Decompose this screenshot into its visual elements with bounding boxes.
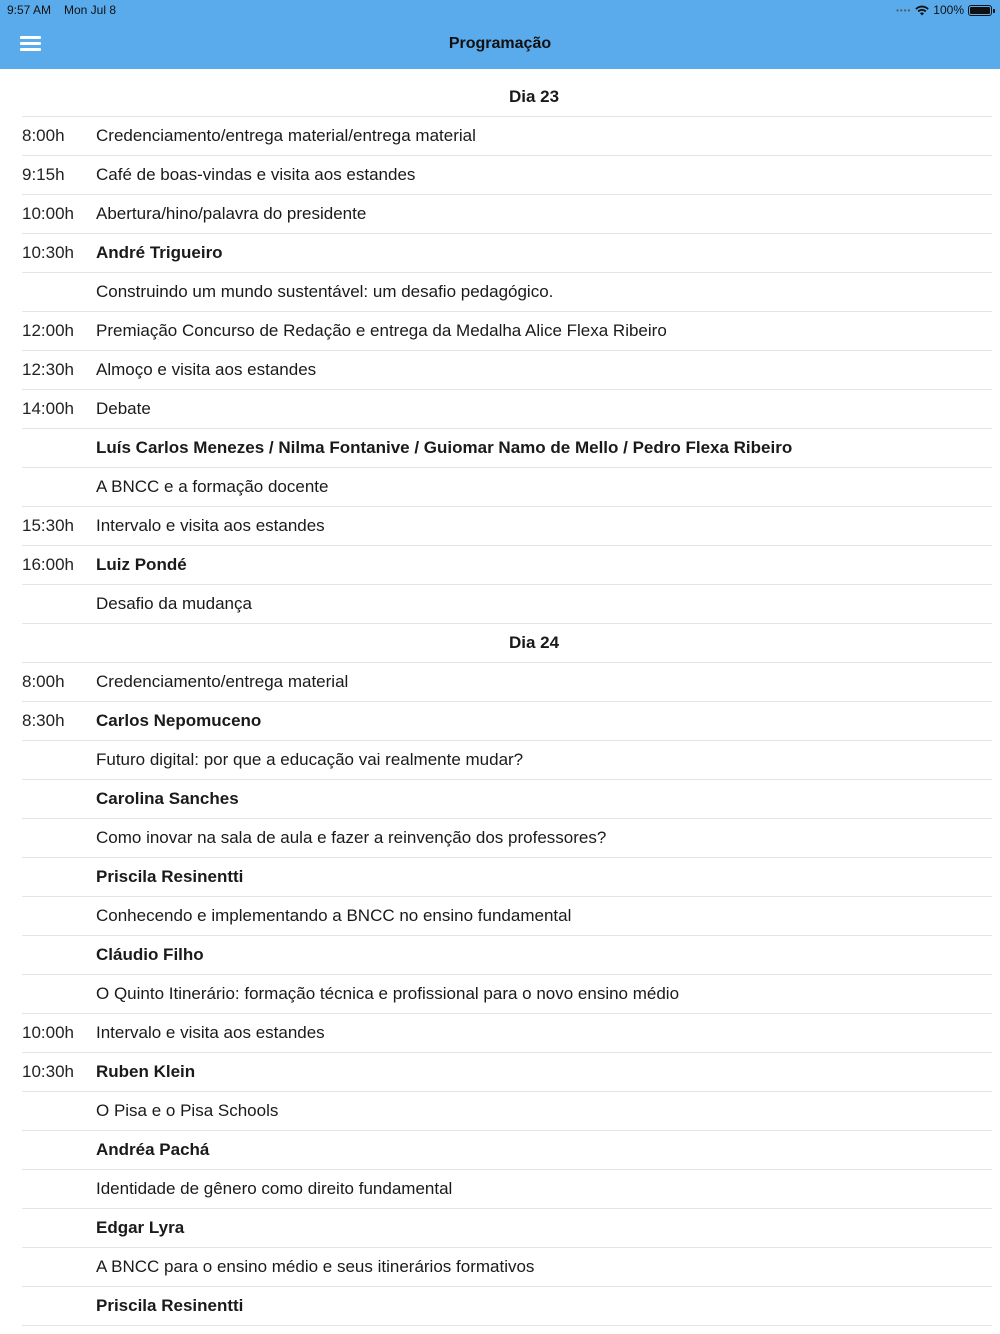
day-header <box>22 624 992 663</box>
schedule-text: Conhecendo e implementando a BNCC no ensino fundamental <box>96 906 572 925</box>
schedule-row[interactable] <box>22 897 992 936</box>
signal-icon: •••• <box>896 5 912 15</box>
schedule-row[interactable] <box>22 117 992 156</box>
schedule-row[interactable] <box>22 1248 992 1287</box>
schedule-time: 10:00h <box>22 204 74 223</box>
schedule-time: 9:15h <box>22 165 65 184</box>
schedule-text: Futuro digital: por que a educação vai realmente mudar? <box>96 750 524 769</box>
schedule-row[interactable] <box>22 1131 992 1170</box>
speaker-name: Carlos Nepomuceno <box>96 711 262 730</box>
speaker-name: Luís Carlos Menezes / Nilma Fontanive / Guiomar Namo de Mello / Pedro Flexa Ribeiro <box>96 438 793 457</box>
status-bar <box>0 0 1000 20</box>
schedule-text: O Quinto Itinerário: formação técnica e profissional para o novo ensino médio <box>96 984 680 1003</box>
schedule-time: 10:00h <box>22 1023 74 1042</box>
status-indicators <box>896 3 992 17</box>
speaker-name: Luiz Pondé <box>96 555 187 574</box>
battery-percent: 100% <box>933 3 964 17</box>
schedule-text: Almoço e visita aos estandes <box>96 360 317 379</box>
schedule-time: 16:00h <box>22 555 74 574</box>
speaker-name: André Trigueiro <box>96 243 223 262</box>
schedule-text: Credenciamento/entrega material/entrega material <box>96 126 476 145</box>
schedule-row[interactable] <box>22 1053 992 1092</box>
speaker-name: Priscila Resinentti <box>96 1296 244 1315</box>
schedule-row[interactable] <box>22 780 992 819</box>
schedule-text: Premiação Concurso de Redação e entrega da Medalha Alice Flexa Ribeiro <box>96 321 667 340</box>
schedule-time: 12:30h <box>22 360 74 379</box>
page-title: Programação <box>448 35 552 52</box>
wifi-icon <box>915 5 929 16</box>
schedule-row[interactable] <box>22 702 992 741</box>
schedule-row[interactable] <box>22 312 992 351</box>
speaker-name: Carolina Sanches <box>96 789 239 808</box>
schedule-row[interactable] <box>22 663 992 702</box>
schedule-row[interactable] <box>22 195 992 234</box>
schedule-row[interactable] <box>22 936 992 975</box>
schedule-row[interactable] <box>22 1287 992 1326</box>
schedule-row[interactable] <box>22 1170 992 1209</box>
day-label: Dia 24 <box>508 633 560 652</box>
schedule-time: 8:00h <box>22 672 65 691</box>
schedule-text: Debate <box>96 399 151 418</box>
schedule-text: Intervalo e visita aos estandes <box>96 1023 325 1042</box>
speaker-name: Cláudio Filho <box>96 945 204 964</box>
schedule-text: Credenciamento/entrega material <box>96 672 349 691</box>
status-date: Mon Jul 8 <box>64 3 117 17</box>
schedule-text: Como inovar na sala de aula e fazer a reinvenção dos professores? <box>96 828 607 847</box>
schedule-list <box>22 78 992 1326</box>
day-header <box>22 78 992 117</box>
schedule-time: 15:30h <box>22 516 74 535</box>
speaker-name: Andréa Pachá <box>96 1140 210 1159</box>
schedule-text: Abertura/hino/palavra do presidente <box>96 204 367 223</box>
schedule-row[interactable] <box>22 1209 992 1248</box>
schedule-time: 10:30h <box>22 1062 74 1081</box>
schedule-row[interactable] <box>22 819 992 858</box>
schedule-row[interactable] <box>22 1014 992 1053</box>
day-label: Dia 23 <box>508 87 560 106</box>
schedule-row[interactable] <box>22 234 992 273</box>
schedule-time: 8:30h <box>22 711 65 730</box>
schedule-row[interactable] <box>22 1092 992 1131</box>
schedule-row[interactable] <box>22 741 992 780</box>
schedule-row[interactable] <box>22 156 992 195</box>
speaker-name: Edgar Lyra <box>96 1218 185 1237</box>
schedule-text: Desafio da mudança <box>96 594 252 613</box>
schedule-row[interactable] <box>22 507 992 546</box>
schedule-row[interactable] <box>22 858 992 897</box>
schedule-row[interactable] <box>22 468 992 507</box>
schedule-text: O Pisa e o Pisa Schools <box>96 1101 279 1120</box>
schedule-text: Construindo um mundo sustentável: um desafio pedagógico. <box>96 282 554 301</box>
schedule-text: A BNCC e a formação docente <box>96 477 329 496</box>
schedule-time: 12:00h <box>22 321 74 340</box>
schedule-row[interactable] <box>22 546 992 585</box>
battery-icon <box>968 5 992 16</box>
schedule-text: Identidade de gênero como direito fundamental <box>96 1179 453 1198</box>
schedule-text: A BNCC para o ensino médio e seus itinerários formativos <box>96 1257 535 1276</box>
speaker-name: Ruben Klein <box>96 1062 196 1081</box>
status-time: 9:57 AM <box>7 3 52 17</box>
schedule-time: 10:30h <box>22 243 74 262</box>
schedule-row[interactable] <box>22 585 992 624</box>
schedule-time: 8:00h <box>22 126 65 145</box>
schedule-text: Café de boas-vindas e visita aos estandes <box>96 165 416 184</box>
speaker-name: Priscila Resinentti <box>96 867 244 886</box>
schedule-row[interactable] <box>22 429 992 468</box>
schedule-row[interactable] <box>22 351 992 390</box>
schedule-row[interactable] <box>22 390 992 429</box>
schedule-row[interactable] <box>22 975 992 1014</box>
schedule-text: Intervalo e visita aos estandes <box>96 516 325 535</box>
schedule-time: 14:00h <box>22 399 74 418</box>
nav-bar <box>0 0 1000 69</box>
schedule-row[interactable] <box>22 273 992 312</box>
